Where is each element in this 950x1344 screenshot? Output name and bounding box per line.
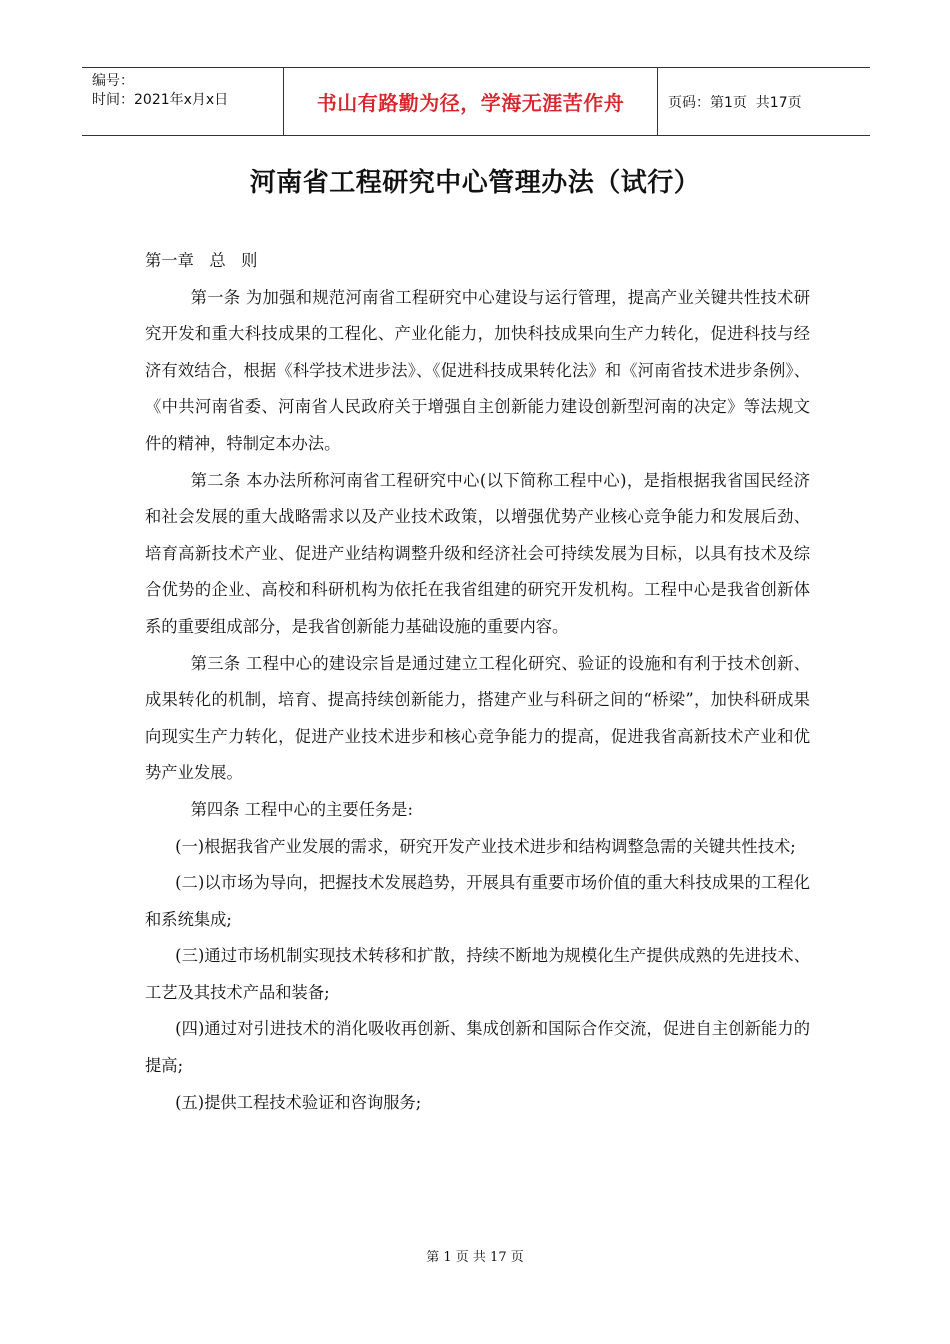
document-number-label: 编号： xyxy=(92,73,134,89)
document-title: 河南省工程研究中心管理办法（试行） xyxy=(249,168,701,198)
article-3: 第三条 工程中心的建设宗旨是通过建立工程化研究、验证的设施和有利于技术创新、成果转化的机制，培育、提高持续创新能力，搭建产业与科研之间的“桥梁”，加快科研成果向现实生产力转化，促进产业技术进步和核心竞争能力的提高，促进我省高新技术产业和优势产业发展。 xyxy=(145,653,810,783)
header-motto: 书山有路勤为径，学海无涯苦作舟 xyxy=(283,68,658,135)
task-item-5: (五)提供工程技术验证和咨询服务; xyxy=(175,1092,422,1112)
task-item-2: (二)以市场为导向，把握技术发展趋势，开展具有重要市场价值的重大科技成果的工程化和系统集成; xyxy=(145,873,810,929)
chapter-heading: 第一章 总 则 xyxy=(145,251,258,270)
task-item-4: (四)通过对引进技术的消化吸收再创新、集成创新和国际合作交流，促进自主创新能力的提高; xyxy=(145,1019,810,1076)
article-2: 第二条 本办法所称河南省工程研究中心(以下简称工程中心)，是指根据我省国民经济和社会发展的重大战略需求以及产业技术政策，以增强优势产业核心竞争能力和发展后劲、培育高新技术产业、促进产业结构调整升级和经济社会可持续发展为目标，以具有技术及综合优势的企业、高校和科研机构为依托在我省组建的研究开发机构。工程中心是我省创新体系的重要组成部分，是我省创新能力基础设施的重要内容。 xyxy=(145,470,810,636)
article-1: 第一条 为加强和规范河南省工程研究中心建设与运行管理，提高产业关键共性技术研究开发和重大科技成果的工程化、产业化能力，加快科技成果向生产力转化，促进科技与经济有效结合，根据《科学技术进步法》、《促进科技成果转化法》和《河南省技术进步条例》、《中共河南省委、河南省人民政府关于增强自主创新能力建设创新型河南的决定》等法规文件的精神，特制定本办法。 xyxy=(145,287,810,453)
task-item-3: (三)通过市场机制实现技术转移和扩散，持续不断地为规模化生产提供成熟的先进技术、工艺及其技术产品和装备; xyxy=(145,946,810,1002)
article-4: 第四条 工程中心的主要任务是: xyxy=(190,799,413,819)
document-body xyxy=(145,243,810,1121)
header-page-info: 页码：第1页 共17页 xyxy=(668,94,802,111)
header-table xyxy=(82,67,870,136)
document-time-label: 时间：2021年x月x日 xyxy=(92,92,229,108)
page-footer: 第 1 页 共 17 页 xyxy=(426,1250,524,1265)
task-item-1: (一)根据我省产业发展的需求，研究开发产业技术进步和结构调整急需的关键共性技术; xyxy=(175,836,796,856)
header-meta-cell xyxy=(82,68,283,135)
